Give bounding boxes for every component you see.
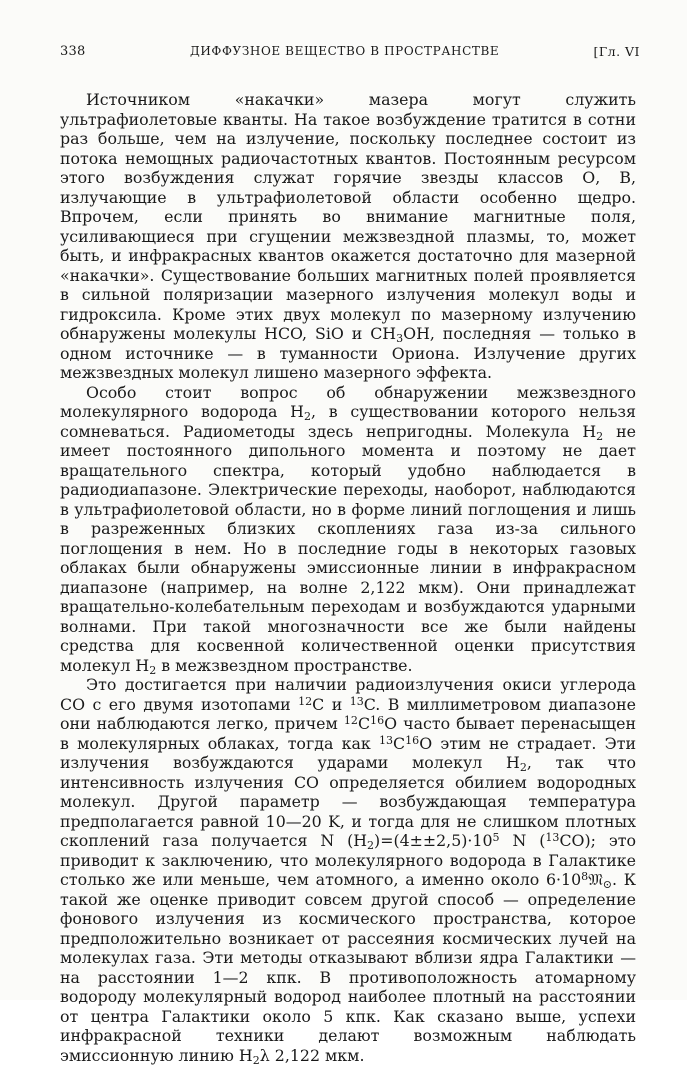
text-segment: O этим не страдает. Эти излучения возбуждаются ударами молекул H <box>60 733 636 772</box>
subscript: 2 <box>519 760 527 774</box>
text-segment: )=(4±±2,5)·10 <box>374 831 493 850</box>
body-text <box>60 90 636 1065</box>
text-segment: λ 2,122 мкм. <box>259 1045 365 1065</box>
text-segment: в межзвездном пространстве. <box>156 655 413 675</box>
paragraph-carbon-monoxide <box>60 675 636 1065</box>
superscript: 8 <box>581 870 589 884</box>
paragraph-molecular-hydrogen <box>60 383 636 676</box>
superscript: 13 <box>349 694 364 708</box>
text-segment: C. В миллиметровом диапазоне они наблюдаются легко, причем <box>60 694 636 733</box>
chapter-label: [Гл. VI <box>593 44 640 59</box>
superscript: 12 <box>343 714 358 728</box>
text-segment: C <box>393 733 406 753</box>
text-segment: C и <box>312 694 350 714</box>
subscript: 2 <box>303 409 311 423</box>
text-segment: не имеет постоянного дипольного момента и поэтому не дает вращательного спектра, который удобно наблюдается в радиодиапазоне. Электрические переходы, наоборот, наблюдаются в ультрафиолетовой области, но в форме линий поглощения и лишь в разреженных близких скоплениях газа из-за сильного поглощения в нем. Но в последние годы в некоторых газовых облаках были обнаружены эмиссионные линии в инфракрасном диапазоне (например, на волне 2,122 мкм). Они принадлежат вращательно-колебательным переходам и возбуждаются ударными волнами. При такой многозначности все же были найдены средства для косвенной количественной оценки присутствия молекул H <box>60 421 636 675</box>
text-segment: N ( <box>499 831 546 850</box>
solar-mass-symbol: 𝔐 <box>588 870 603 889</box>
text-segment: . К такой же оценке приводит совсем другой способ — определение фонового излучения из космического пространства, которое предположительно возникает от рассеяния космических лучей на молекулах газа. Эти методы отказывают вблизи ядра Галактики — на расстоянии 1—2 кпк. В противоположность атомарному водороду молекулярный водород наиболее плотный на расстоянии от центра Галактики около 5 кпк. Как сказано выше, успехи инфракрасной техники делают возможным наблюдать эмиссионную линию H <box>60 870 636 1065</box>
page-number: 338 <box>60 44 86 59</box>
text-segment: O часто бывает перенасыщен в молекулярных облаках, тогда как <box>60 714 636 753</box>
superscript: 13 <box>545 831 560 845</box>
superscript: 5 <box>492 831 500 845</box>
sun-symbol: ⊙ <box>602 877 613 891</box>
superscript: 12 <box>298 694 313 708</box>
text-segment: , так что интенсивность излучения CO определяется обилием водородных молекул. Другой параметр — возбуждающая температура предполагается равной 10—20 K, и тогда для не слишком плотных скоплений газа получается N (H <box>60 753 636 850</box>
text-segment: C <box>357 714 371 733</box>
text-segment: CO); это приводит к заключению, что молекулярного водорода в Галактике столько же или меньше, чем атомного, а именно около 6·10 <box>60 831 637 889</box>
paragraph-maser-pumping <box>60 90 636 383</box>
text-segment: , в существовании которого нельзя сомневаться. Радиометоды здесь непригодны. Молекула H <box>60 402 637 441</box>
subscript: 3 <box>396 331 404 345</box>
text-segment: Это достигается при наличии радиоизлучения окиси углерода CO с его двумя изотопами <box>60 675 636 714</box>
text-segment: Источником «накачки» мазера могут служить ультрафиолетовые кванты. На такое возбуждение тратится в сотни раз больше, чем на излучение, поскольку последнее состоит из потока немощных радиочастотных квантов. Постоянным ресурсом этого возбуждения служат горячие звезды классов О, В, излучающие в ультрафиолетовой области особенно щедро. Впрочем, если принять во внимание магнитные поля, усиливающиеся при сгущении межзвездной плазмы, то, может быть, и инфракрасных квантов окажется достаточно для мазерной «накачки». Существование больших магнитных полей проявляется в сильной поляризации мазерного излучения молекул воды и гидроксила. Кроме этих двух молекул по мазерному излучению обнаружены молекулы HCO, SiO и CH <box>60 90 636 343</box>
superscript: 16 <box>405 733 420 747</box>
subscript: 2 <box>596 429 604 443</box>
subscript: 2 <box>367 838 375 852</box>
subscript: 2 <box>149 663 157 677</box>
text-segment: Особо стоит вопрос об обнаружении межзвездного молекулярного водорода H <box>60 382 636 421</box>
text-segment: OH, последняя — только в одном источнике — в туманности Ориона. Излучение других межзвездных молекул лишено мазерного эффекта. <box>60 324 637 382</box>
superscript: 16 <box>370 714 385 728</box>
running-header <box>60 44 640 64</box>
running-title: ДИФФУЗНОЕ ВЕЩЕСТВО В ПРОСТРАНСТВЕ <box>190 44 500 58</box>
superscript: 13 <box>378 733 394 747</box>
subscript: 2 <box>252 1053 260 1066</box>
